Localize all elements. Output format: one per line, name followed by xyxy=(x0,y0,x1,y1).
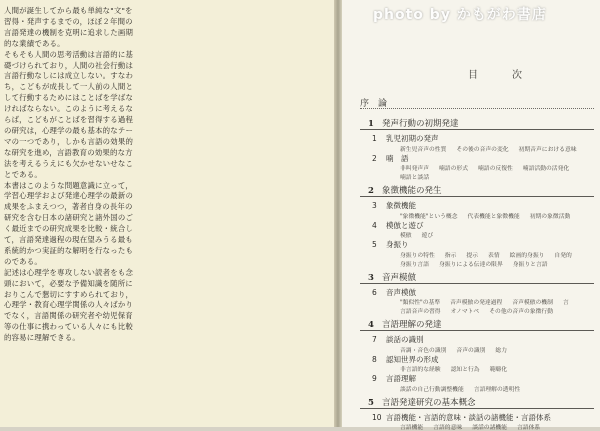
preface-line: そもそも人間の思考活動は言語的に基 xyxy=(4,49,134,59)
toc-section: 認知と行為 xyxy=(450,367,480,373)
toc-section: 非言語的な経験 xyxy=(400,367,441,373)
toc-section: 身振りの特性 xyxy=(400,252,435,259)
toc-chapter-title: 象徴機能 xyxy=(386,201,416,210)
toc-section: 喃語の反復性 xyxy=(478,166,513,172)
toc-section: 提示 xyxy=(466,252,479,259)
toc-section: 言語機能 xyxy=(400,425,424,431)
toc-chapter-title: 認知世界の形成 xyxy=(386,354,439,364)
toc-section: 代表機能と象徴機能 xyxy=(467,213,520,220)
preface-line: とである。 xyxy=(4,169,42,179)
toc-part-title: 発声行動の初期発達 xyxy=(382,119,459,129)
toc-section: 新生児音声の性質 xyxy=(400,146,447,153)
toc-divider xyxy=(360,108,594,109)
toc-intro: 序 論 xyxy=(360,99,388,109)
toc-part-rule xyxy=(360,408,594,409)
toc-chapter-title: 模倣と遊び xyxy=(386,220,424,230)
preface-line: のである。 xyxy=(4,256,42,266)
toc-section: 談話の自己行動調整機能 xyxy=(400,386,464,393)
toc-section: 言 xyxy=(562,300,569,306)
toc-chapter-number: 7 xyxy=(372,335,377,344)
preface-line: く最近までの研究成果を比較・統合し xyxy=(4,224,134,234)
toc-title: 目 次 xyxy=(468,70,534,81)
toc-part xyxy=(368,271,416,283)
toc-chapter-title: 言語理解 xyxy=(386,374,416,383)
preface-line: 言語行動なしには成立しない。すなわ xyxy=(4,71,134,81)
preface-line: おりこんで懇切にすすめられており， xyxy=(4,289,134,299)
preface-line: ければならない。このように考えるな xyxy=(4,104,134,114)
toc-section: 言語音声の習得 xyxy=(400,309,441,315)
toc-chapter-number: 4 xyxy=(372,220,377,230)
toc-section: "類似性"の基準 xyxy=(400,300,441,306)
toc-section: 談話の諸機能 xyxy=(472,425,507,431)
preface-text xyxy=(4,6,154,344)
toc-section: その他の音声の象徴行動 xyxy=(489,309,554,315)
toc-chapter xyxy=(372,133,439,144)
preface-line: らば，こどもがことばを習得する過程 xyxy=(4,115,134,125)
toc-chapter-title: 身振り xyxy=(386,240,409,249)
toc-chapter-number: 6 xyxy=(372,287,377,297)
toc-chapter-number: 9 xyxy=(372,374,377,383)
toc-chapter xyxy=(372,334,424,345)
toc-chapter-number: 3 xyxy=(372,201,377,210)
preface-line: 習得・発声するまでの，ほぼ２年間の xyxy=(4,16,133,26)
toc-section-list xyxy=(400,384,530,393)
book-gutter xyxy=(334,0,342,427)
toc-section: 表情 xyxy=(488,252,500,259)
preface-line: 言語発達の機制を克明に追求した画期 xyxy=(4,27,134,37)
toc-section: 自発的 xyxy=(554,252,572,259)
preface-line: マの一つであり，しかも言語の効果的 xyxy=(4,136,134,146)
preface-line: 的な業績である。 xyxy=(4,38,65,48)
toc-part-title: 言語理解の発達 xyxy=(382,320,442,330)
toc-part xyxy=(368,318,442,330)
toc-chapter-title: 喃 語 xyxy=(386,153,409,163)
toc-section: オノマトペ xyxy=(450,309,480,315)
toc-part-title: 言語発達研究の基本概念 xyxy=(382,397,476,408)
toc-section: 言語的意味 xyxy=(433,425,463,431)
toc-part xyxy=(368,396,476,408)
toc-part-number: 2 xyxy=(368,186,374,196)
toc-chapter xyxy=(372,239,409,250)
toc-chapter xyxy=(372,153,409,164)
preface-line: 等の仕事に携わっている人々にも比較 xyxy=(4,322,133,332)
toc-part-number: 4 xyxy=(368,320,374,330)
toc-section-list xyxy=(400,144,587,153)
toc-chapter-title: 音声模倣 xyxy=(386,287,416,297)
preface-line: 心理学・教育心理学関係の人々ばかり xyxy=(4,300,134,310)
preface-line: して行動するためにはことばを学ばな xyxy=(4,93,134,103)
toc-chapter-number: 5 xyxy=(372,240,377,249)
preface-line: 礎づけられており，人間の社会行動は xyxy=(4,60,134,70)
toc-section-list xyxy=(400,230,443,239)
preface-line: 系統的かつ実証的な解明を行なったも xyxy=(4,245,134,255)
preface-line: 学習心理学および発達心理学の最新の xyxy=(4,191,134,201)
toc-chapter xyxy=(372,354,439,365)
toc-section: 絵画的身振り xyxy=(509,252,545,259)
toc-section: その後の音声の変化 xyxy=(456,146,509,153)
preface-line: の研究は，心理学の最も基本的なテー xyxy=(4,125,134,135)
preface-line: 記述は心理学を専攻しない読者をも念 xyxy=(4,267,134,277)
toc-section: 非叫発声声 xyxy=(400,166,429,172)
toc-part-title: 音声模倣 xyxy=(382,272,417,283)
preface-line: ち，こどもが成長して一人前の人間と xyxy=(4,82,134,92)
toc-chapter xyxy=(372,373,416,384)
preface-line: な研究を進め，言語教育の効果的な方 xyxy=(4,147,133,157)
toc-section-list xyxy=(400,364,517,373)
preface-line: 成果をふまえつつ，著者自身の長年の xyxy=(4,202,133,212)
toc-part xyxy=(368,184,442,196)
toc-section-list xyxy=(400,345,517,354)
preface-line: でなく，言語関係の研究者や幼児保育 xyxy=(4,311,133,321)
toc-part-number: 3 xyxy=(368,272,374,283)
toc-chapter-title: 言語機能・言語的意味・談話の諸機能・言語体系 xyxy=(386,412,551,422)
toc-section: 指示 xyxy=(444,252,457,259)
toc-section: 身振りによる伝達の限界 xyxy=(439,261,503,268)
toc-section: 音調・音色の識別 xyxy=(400,347,447,354)
toc-part xyxy=(368,117,459,129)
toc-section: 身振り言語 xyxy=(400,261,429,268)
preface-line: て，言語発達過程の現在望みうる最も xyxy=(4,235,133,245)
toc-section-list xyxy=(400,259,558,268)
toc-chapter-title: 乳児初期の発声 xyxy=(386,134,439,143)
preface-line: 法を考えるうえにも欠かせないせなこ xyxy=(4,158,134,168)
toc-chapter xyxy=(372,412,551,423)
toc-section: 初期音声における意味 xyxy=(518,146,577,153)
preface-line: 的容易に理解できる。 xyxy=(4,333,80,343)
toc-chapter-title: 談話の識別 xyxy=(386,335,424,344)
toc-part-number: 1 xyxy=(368,119,374,129)
toc-chapter-number: 1 xyxy=(372,134,377,143)
preface-line: 人間が誕生してから最も単純な"文"を xyxy=(4,6,133,15)
toc-part-rule xyxy=(360,196,594,197)
toc-chapter xyxy=(372,287,416,298)
toc-section-list xyxy=(400,172,439,181)
toc-section: 遊び xyxy=(421,233,434,239)
toc-chapter-number: 8 xyxy=(372,354,377,364)
toc-chapter xyxy=(372,200,416,211)
toc-section: 喃語と談話 xyxy=(400,175,429,181)
toc-section-list xyxy=(400,306,563,315)
toc-section: 音声模倣の発達過程 xyxy=(450,300,503,306)
toc-section: 言語体系 xyxy=(517,425,541,431)
toc-section-list xyxy=(400,297,579,306)
toc-section: 総力 xyxy=(495,347,507,354)
toc-section: 喃語の形式 xyxy=(439,166,468,172)
toc-section: 模倣 xyxy=(400,233,412,239)
toc-part-number: 5 xyxy=(368,397,374,408)
toc-section: 初期の象徴活動 xyxy=(529,213,571,220)
toc-part-title: 象徴機能の発生 xyxy=(382,186,442,196)
toc-section: 範疇化 xyxy=(489,367,507,373)
photo-watermark: photo by かもがわ書店 xyxy=(373,7,547,23)
toc-section-list xyxy=(400,211,580,220)
toc-chapter-number: 2 xyxy=(372,153,377,163)
preface-line: 頭において，必要な予備知識を随所に xyxy=(4,278,133,288)
toc-chapter xyxy=(372,220,424,231)
toc-section: 音声模倣の機制 xyxy=(512,300,553,306)
toc-part-rule xyxy=(360,129,594,130)
preface-line: 研究を含む日本の諸研究と諸外国のご xyxy=(4,213,134,223)
toc-section: 音声の識別 xyxy=(456,347,486,354)
toc-part-rule xyxy=(360,283,594,284)
toc-section: 喃語活動の活発化 xyxy=(522,166,570,172)
toc-section: "象徴機能"という概念 xyxy=(400,213,458,220)
toc-section: 身振りと言語 xyxy=(512,261,548,268)
toc-part-rule xyxy=(360,330,594,331)
toc-section-list xyxy=(400,163,579,172)
toc-section: 言語理解の透明性 xyxy=(473,386,521,393)
toc-section-list xyxy=(400,250,582,259)
toc-chapter-number: 10 xyxy=(372,412,382,422)
preface-line: 本書はこのような問題意識に立って， xyxy=(4,180,133,190)
